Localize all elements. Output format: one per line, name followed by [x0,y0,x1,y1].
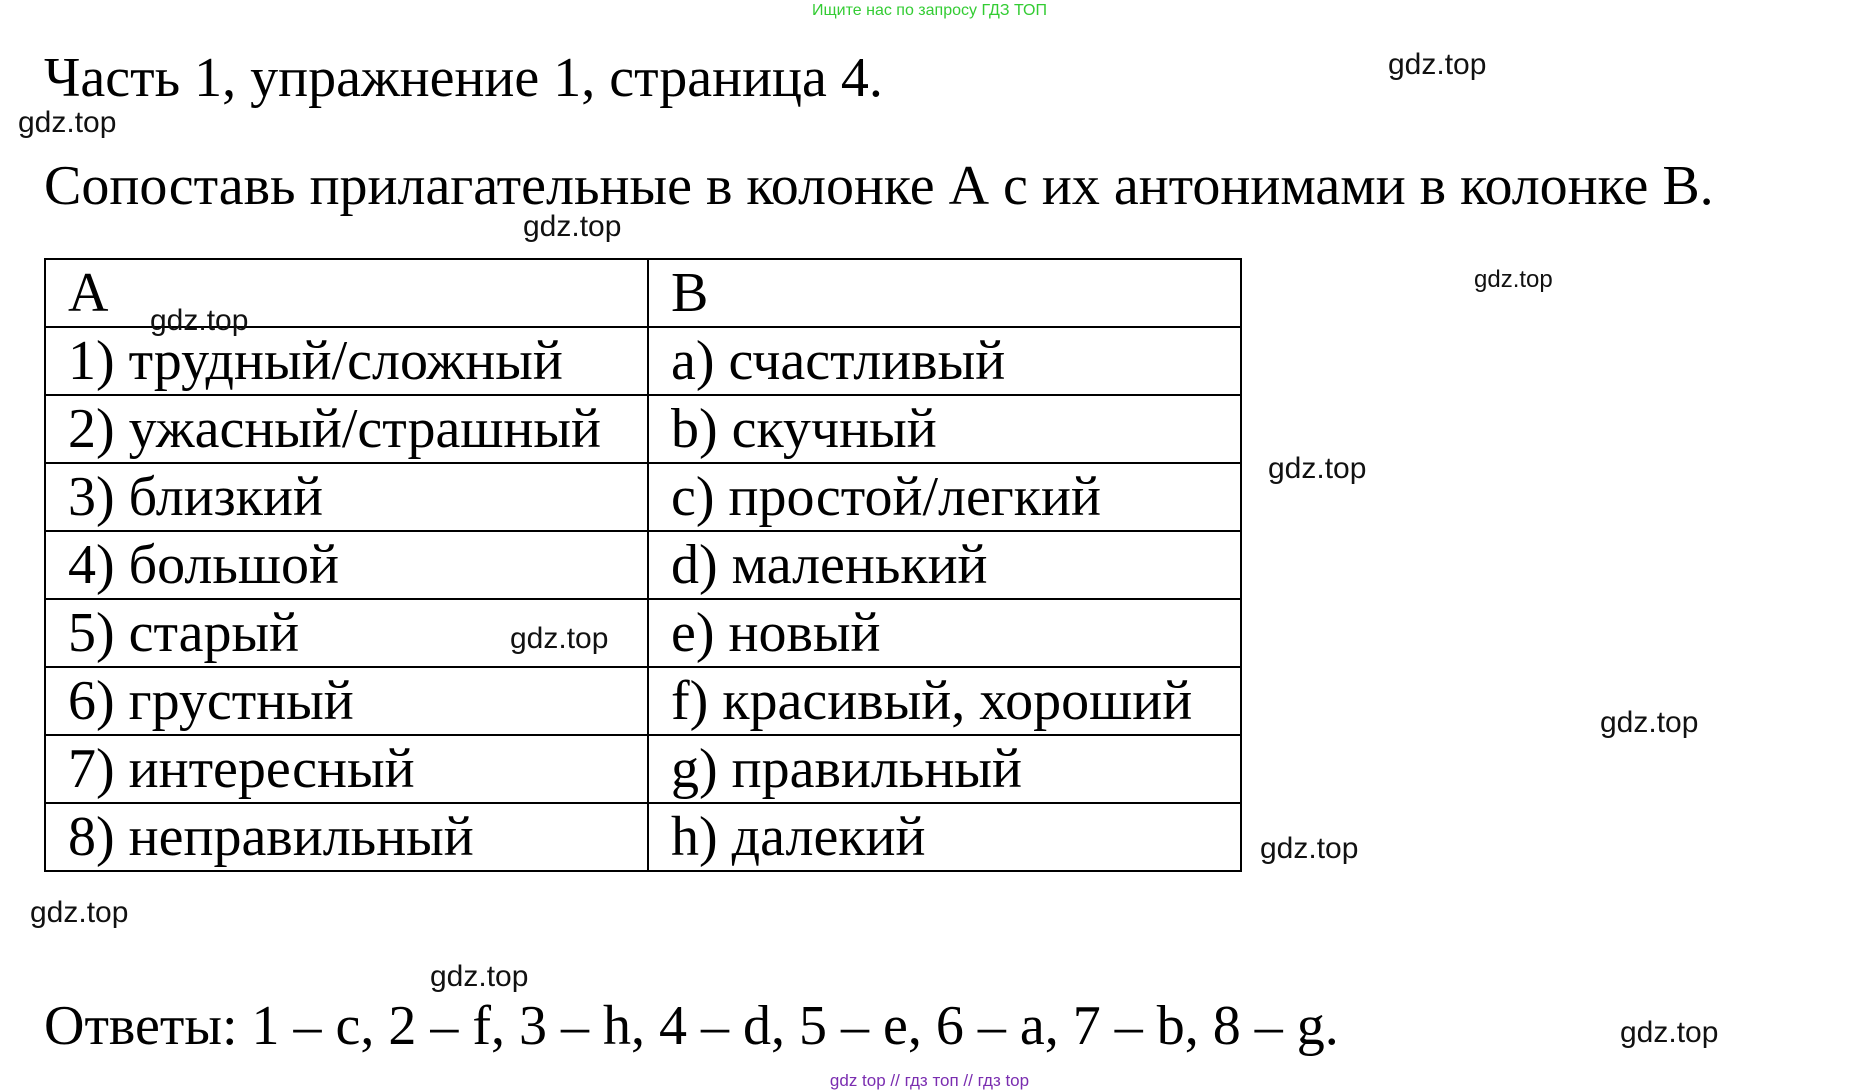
watermark: gdz.top [1388,48,1487,81]
watermark: gdz.top [150,304,249,337]
answers-line: Ответы: 1 – c, 2 – f, 3 – h, 4 – d, 5 – e, 6 – a, 7 – b, 8 – g. [44,995,1339,1057]
antonym-cell: g) правильный [648,735,1241,803]
adjective-cell: 8) неправильный [45,803,648,871]
watermark: gdz.top [1620,1016,1719,1049]
adjective-cell: 1) трудный/сложный [45,327,648,395]
watermark: gdz.top [1474,266,1553,293]
table-row [45,395,1241,463]
adjective-cell: 6) грустный [45,667,648,735]
table-row [45,463,1241,531]
footer-watermark: gdz top // гдз топ // гдз top [829,1071,1030,1090]
adjective-cell: 2) ужасный/страшный [45,395,648,463]
adjective-cell: 3) близкий [45,463,648,531]
adjective-cell: 5) старый [45,599,648,667]
antonym-cell: f) красивый, хороший [648,667,1241,735]
table-row [45,735,1241,803]
table-row [45,667,1241,735]
page-title: Часть 1, упражнение 1, страница 4. [44,47,883,109]
table-row [45,599,1241,667]
antonym-cell: h) далекий [648,803,1241,871]
adjective-cell: 7) интересный [45,735,648,803]
watermark: gdz.top [30,896,129,929]
watermark: gdz.top [18,106,117,139]
antonym-cell: b) скучный [648,395,1241,463]
adjective-cell: 4) большой [45,531,648,599]
table-row [45,803,1241,871]
watermark: gdz.top [523,210,622,243]
antonym-cell: a) счастливый [648,327,1241,395]
search-banner: Ищите нас по запросу ГДЗ ТОП [812,2,1047,19]
column-a-header: A [45,259,648,327]
column-b-header: B [648,259,1241,327]
watermark: gdz.top [430,960,529,993]
antonym-cell: c) простой/легкий [648,463,1241,531]
table-row [45,531,1241,599]
antonym-cell: d) маленький [648,531,1241,599]
antonym-cell: e) новый [648,599,1241,667]
watermark: gdz.top [1268,452,1367,485]
watermark: gdz.top [1600,706,1699,739]
matching-table [44,258,1242,872]
watermark: gdz.top [510,622,609,655]
exercise-instruction: Сопоставь прилагательные в колонке А с их антонимами в колонке В. [44,155,1714,217]
watermark: gdz.top [1260,832,1359,865]
